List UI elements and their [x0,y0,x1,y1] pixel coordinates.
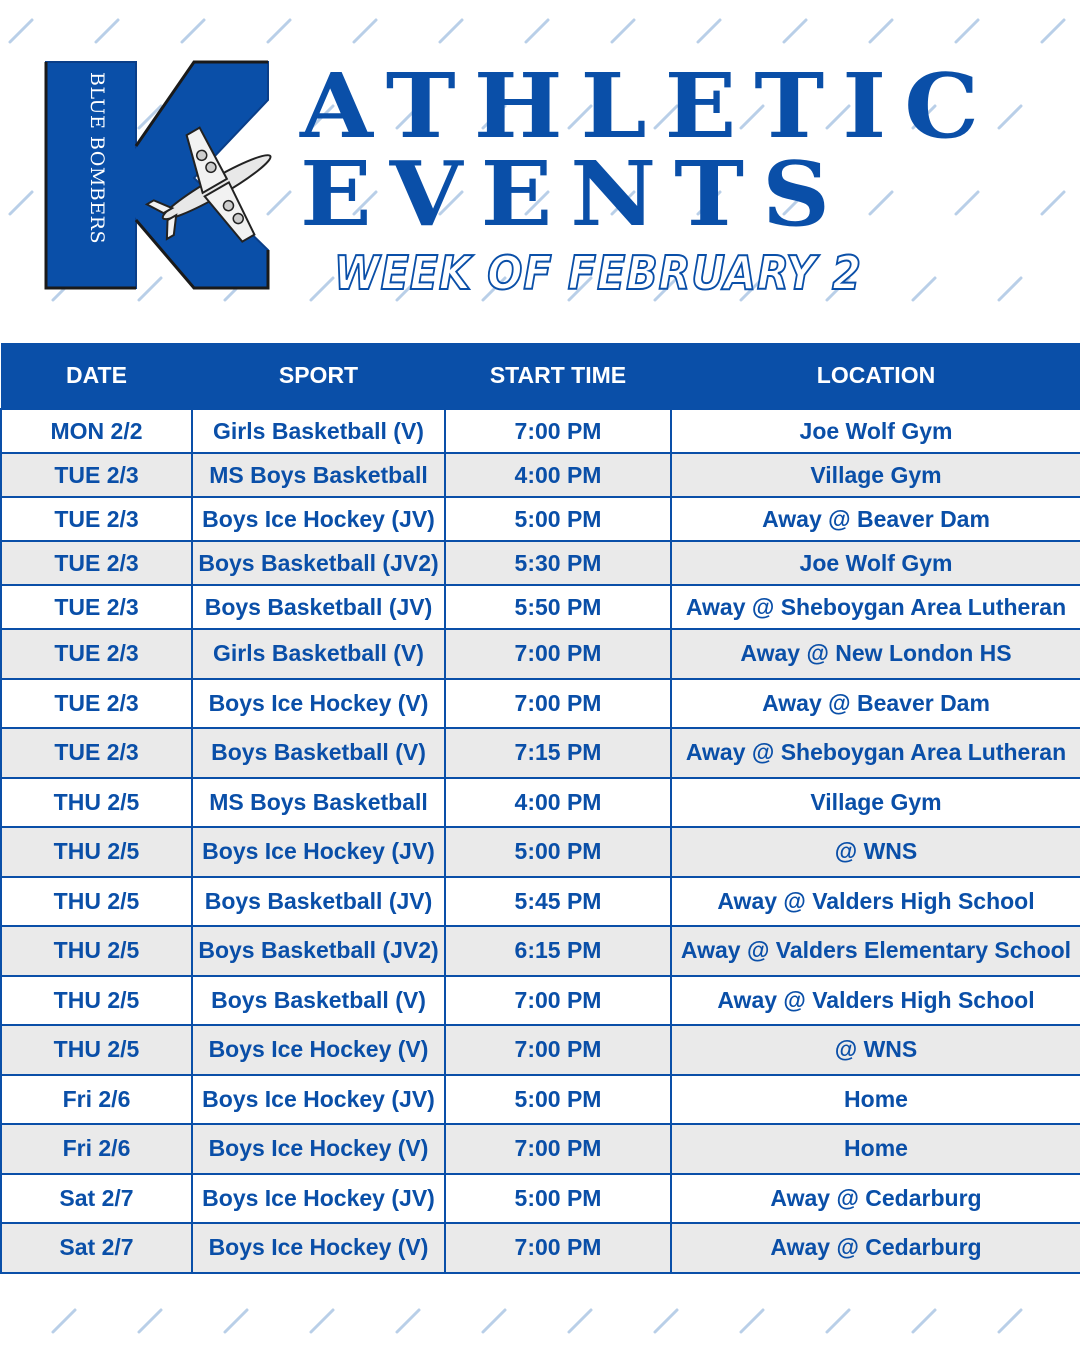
start-time-cell: 7:00 PM [445,409,671,453]
table-header-row [1,343,1080,409]
start-time-cell: 7:00 PM [445,629,671,679]
location-cell: Home [671,1124,1080,1174]
date-cell: TUE 2/3 [1,728,192,778]
start-time-cell: 7:15 PM [445,728,671,778]
start-time-cell: 5:00 PM [445,827,671,877]
background-dash [225,1310,247,1332]
start-time-cell: 7:00 PM [445,1124,671,1174]
location-cell: Joe Wolf Gym [671,409,1080,453]
events-table-container [0,343,1080,1274]
background-dash [354,20,376,42]
background-dash [956,192,978,214]
sport-cell: Boys Ice Hockey (JV) [192,1174,445,1224]
table-row [1,1025,1080,1075]
table-row [1,926,1080,976]
table-row [1,629,1080,679]
logo-text: BLUE BOMBERS [86,72,108,244]
sport-cell: Boys Ice Hockey (V) [192,679,445,729]
table-row [1,1124,1080,1174]
sport-cell: Boys Ice Hockey (V) [192,1124,445,1174]
background-dash [10,20,32,42]
table-row [1,453,1080,497]
date-cell: TUE 2/3 [1,453,192,497]
background-dash [10,192,32,214]
location-cell: @ WNS [671,1025,1080,1075]
location-cell: Away @ Cedarburg [671,1223,1080,1273]
sport-cell: Boys Ice Hockey (JV) [192,497,445,541]
location-cell: Home [671,1075,1080,1125]
sport-cell: Boys Basketball (V) [192,728,445,778]
table-row [1,877,1080,927]
date-cell: Fri 2/6 [1,1124,192,1174]
header-start-time: START TIME [445,343,671,409]
background-dash [569,1310,591,1332]
table-row [1,1223,1080,1273]
table-row [1,409,1080,453]
events-table [0,343,1080,1274]
background-dash [827,1310,849,1332]
table-body [1,409,1080,1273]
start-time-cell: 7:00 PM [445,679,671,729]
sport-cell: Boys Ice Hockey (V) [192,1025,445,1075]
table-row [1,728,1080,778]
location-cell: Away @ Beaver Dam [671,497,1080,541]
start-time-cell: 5:00 PM [445,1174,671,1224]
background-dash [311,278,333,300]
date-cell: TUE 2/3 [1,629,192,679]
location-cell: @ WNS [671,827,1080,877]
week-subtitle: WEEK OF FEBRUARY 2 [334,246,862,300]
date-cell: Sat 2/7 [1,1174,192,1224]
table-row [1,827,1080,877]
background-dash [612,20,634,42]
background-dash [999,106,1021,128]
sport-cell: MS Boys Basketball [192,778,445,828]
date-cell: THU 2/5 [1,827,192,877]
start-time-cell: 4:00 PM [445,453,671,497]
header-location: LOCATION [671,343,1080,409]
start-time-cell: 4:00 PM [445,778,671,828]
start-time-cell: 6:15 PM [445,926,671,976]
location-cell: Away @ Valders High School [671,877,1080,927]
background-dash [268,20,290,42]
table-row [1,497,1080,541]
location-cell: Away @ Valders High School [671,976,1080,1026]
background-dash [870,192,892,214]
blue-bombers-logo [44,60,274,292]
sport-cell: Boys Ice Hockey (JV) [192,1075,445,1125]
sport-cell: Boys Basketball (JV2) [192,541,445,585]
background-dash [999,278,1021,300]
date-cell: TUE 2/3 [1,585,192,629]
title-athletic: ATHLETIC [300,54,998,159]
header-date: DATE [1,343,192,409]
table-row [1,778,1080,828]
start-time-cell: 7:00 PM [445,1025,671,1075]
sport-cell: Girls Basketball (V) [192,409,445,453]
background-dash [96,20,118,42]
background-dash [870,20,892,42]
location-cell: Away @ Sheboygan Area Lutheran [671,728,1080,778]
table-row [1,679,1080,729]
start-time-cell: 5:00 PM [445,1075,671,1125]
location-cell: Away @ Beaver Dam [671,679,1080,729]
background-dash [698,20,720,42]
background-dash [1042,20,1064,42]
table-row [1,1174,1080,1224]
table-row [1,976,1080,1026]
sport-cell: MS Boys Basketball [192,453,445,497]
date-cell: THU 2/5 [1,778,192,828]
location-cell: Away @ Valders Elementary School [671,926,1080,976]
location-cell: Joe Wolf Gym [671,541,1080,585]
location-cell: Away @ Cedarburg [671,1174,1080,1224]
background-dash [956,20,978,42]
background-dash [182,20,204,42]
table-row [1,541,1080,585]
header-sport: SPORT [192,343,445,409]
table-row [1,1075,1080,1125]
date-cell: Sat 2/7 [1,1223,192,1273]
background-dash [440,20,462,42]
sport-cell: Boys Ice Hockey (V) [192,1223,445,1273]
background-dash [53,1310,75,1332]
date-cell: TUE 2/3 [1,541,192,585]
sport-cell: Boys Ice Hockey (JV) [192,827,445,877]
background-dash [741,1310,763,1332]
background-dash [999,1310,1021,1332]
date-cell: MON 2/2 [1,409,192,453]
location-cell: Away @ New London HS [671,629,1080,679]
background-dash [784,20,806,42]
background-dash [1042,192,1064,214]
start-time-cell: 7:00 PM [445,976,671,1026]
date-cell: THU 2/5 [1,877,192,927]
date-cell: TUE 2/3 [1,679,192,729]
background-dash [311,1310,333,1332]
sport-cell: Boys Basketball (JV2) [192,926,445,976]
date-cell: THU 2/5 [1,1025,192,1075]
table-row [1,585,1080,629]
sport-cell: Boys Basketball (JV) [192,585,445,629]
background-dash [526,20,548,42]
date-cell: THU 2/5 [1,976,192,1026]
background-dash [655,1310,677,1332]
location-cell: Village Gym [671,453,1080,497]
start-time-cell: 5:00 PM [445,497,671,541]
date-cell: THU 2/5 [1,926,192,976]
date-cell: TUE 2/3 [1,497,192,541]
background-dash [913,278,935,300]
sport-cell: Girls Basketball (V) [192,629,445,679]
location-cell: Village Gym [671,778,1080,828]
sport-cell: Boys Basketball (V) [192,976,445,1026]
background-dash [913,1310,935,1332]
background-dash [139,1310,161,1332]
start-time-cell: 7:00 PM [445,1223,671,1273]
background-dash [397,1310,419,1332]
location-cell: Away @ Sheboygan Area Lutheran [671,585,1080,629]
start-time-cell: 5:50 PM [445,585,671,629]
background-dash [483,1310,505,1332]
title-events: EVENTS [300,142,848,247]
start-time-cell: 5:30 PM [445,541,671,585]
start-time-cell: 5:45 PM [445,877,671,927]
date-cell: Fri 2/6 [1,1075,192,1125]
sport-cell: Boys Basketball (JV) [192,877,445,927]
